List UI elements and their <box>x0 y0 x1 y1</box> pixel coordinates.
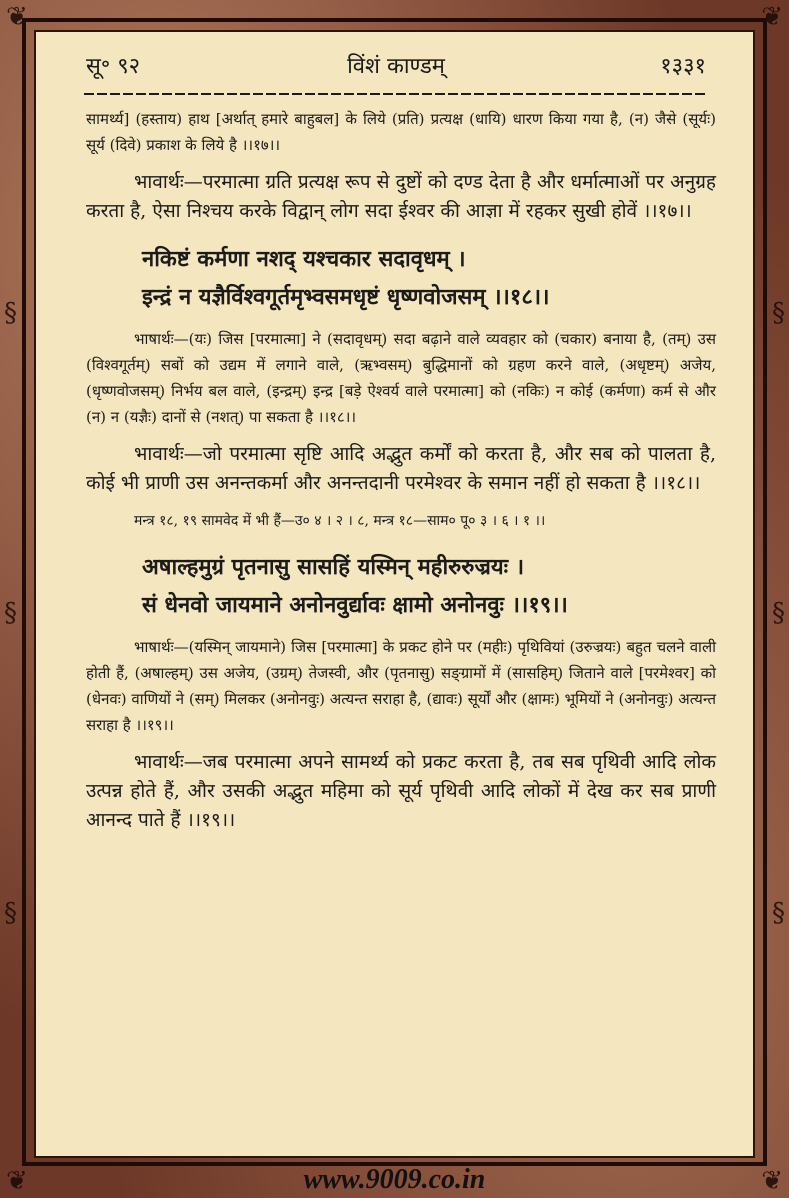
page-number: १३३१ <box>660 54 706 79</box>
scripture-page <box>34 30 755 1158</box>
footnote: मन्त्र १८, १९ सामवेद में भी हैं—उ० ४ । २ । ८, मन्त्र १८—साम० पू० ३ । ६ । १ ।। <box>134 513 546 529</box>
mantra-18 <box>142 240 716 316</box>
mantra-line: अषाल्हमुग्रं पृतनासु सासहिं यस्मिन् महीरुरुज्रयः । <box>142 554 525 580</box>
frame-ornament-icon: § <box>772 598 785 628</box>
paragraph: भावार्थः—परमात्मा ग्रति प्रत्यक्ष रूप से दुष्टों को दण्ड देता है और धर्मात्माओं पर अनुग्रह करता है, ऐसा निश्चय करके विद्वान् लोग सदा ईश्वर की आज्ञा में रहकर सुखी होवें ।।१७।। <box>86 171 716 222</box>
frame-ornament-icon: ❦ <box>6 1166 28 1196</box>
mantra-line: नकिष्टं कर्मणा नशद् यश्चकार सदावृधम् । <box>142 246 466 272</box>
frame-ornament-icon: ❦ <box>761 1166 783 1196</box>
page-ref: सू॰ ९२ <box>86 54 141 79</box>
paragraph: भाषार्थः—(यस्मिन् जायमाने) जिस [परमात्मा] के प्रकट होने पर (महीः) पृथिवियां (उरुज्रयः) बहुत चलने वाली होती हैं, (अषाल्हम्) उस अजेय, (उग्रम्) तेजस्वी, और (पृतनासु) सङ्ग्रामों में (सासहिम्) जिताने वाले [परमेश्वर] को (धेनवः) वाणियों ने (सम्) मिलकर (अनोनवुः) अत्यन्त सराहा है, (द्यावः) सूर्यों और (क्षामः) भूमियों ने (अनोनवुः) अत्यन्त सराहा है ।।१९।। <box>86 638 716 734</box>
mantra-line: सं धेनवो जायमाने अनोनवुर्द्यावः क्षामो अनोनवुः ।।१९।। <box>142 592 568 618</box>
paragraph: भाषार्थः—(यः) जिस [परमात्मा] ने (सदावृधम्) सदा बढ़ाने वाले व्यवहार को (चकार) बनाया है, (तम्) उस (विश्वगूर्तम्) सबों को उद्यम में लगाने वाले, (ऋभ्वसम्) बुद्धिमानों को ग्रहण करने वाले, (अधृष्टम्) अजेय, (धृष्णवोजसम्) निर्भय बल वाले, (इन्द्रम्) इन्द्र [बड़े ऐश्वर्य वाले परमात्मा] को (नकिः) न कोई (कर्मणा) कर्म से और (न) न (यज्ञैः) दानों से (नशत्) पा सकता है ।।१८।। <box>86 330 716 426</box>
frame-ornament-icon: ❦ <box>761 2 783 32</box>
paragraph: भावार्थः—जो परमात्मा सृष्टि आदि अद्भुत कर्मों को करता है, और सब को पालता है, कोई भी प्राणी उस अनन्तकर्मा और अनन्तदानी परमेश्वर के समान नहीं हो सकता है ।।१८।। <box>86 443 716 494</box>
frame-ornament-icon: § <box>772 298 785 328</box>
header-rule <box>84 90 708 98</box>
frame-ornament-icon: § <box>772 898 785 928</box>
frame-ornament-icon: § <box>4 898 17 928</box>
frame-ornament-icon: ❦ <box>6 2 28 32</box>
paragraph: भावार्थः—जब परमात्मा अपने सामर्थ्य को प्रकट करता है, तब सब पृथिवी आदि लोक उत्पन्न होते हैं, और उसकी अद्भुत महिमा को सूर्य पृथिवी आदि लोकों में देख कर सब प्राणी आनन्द पाते हैं ।।१९।। <box>86 751 716 831</box>
mantra-line: इन्द्रं न यज्ञैर्विश्वगूर्तमृभ्वसमधृष्टं धृष्णवोजसम् ।।१८।। <box>142 284 550 310</box>
website-footer: www.9009.co.in <box>303 1164 486 1195</box>
frame-ornament-icon: § <box>4 298 17 328</box>
page-title: विंशं काण्डम् <box>347 54 445 79</box>
mantra-19 <box>142 548 716 624</box>
page-header <box>86 36 706 82</box>
page-content <box>86 106 716 845</box>
frame-ornament-icon: § <box>4 598 17 628</box>
paragraph: सामर्थ्य] (हस्ताय) हाथ [अर्थात् हमारे बाहुबल] के लिये (प्रति) प्रत्यक्ष (धायि) धारण किया गया है, (न) जैसे (सूर्यः) सूर्य (दिवे) प्रकाश के लिये है ।।१७।। <box>86 110 716 154</box>
